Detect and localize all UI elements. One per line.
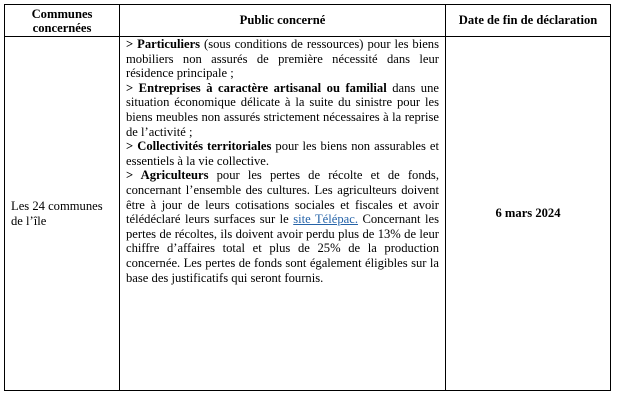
public-item-title: Entreprises à caractère artisanal ou familial — [138, 80, 387, 95]
date-cell: 6 mars 2024 — [446, 37, 611, 391]
public-item-title: Collectivités territoriales — [137, 139, 272, 154]
public-item-agriculteurs — [126, 168, 439, 285]
header-public: Public concerné — [120, 5, 446, 37]
header-row — [5, 5, 611, 37]
bullet-marker: > — [126, 139, 138, 154]
public-item-text: pour les biens non assurables et essentiels à la vie collective. — [126, 139, 440, 168]
public-item-text-continued: Concernant les pertes de récoltes, ils doivent avoir perdu plus de 13% de leur chiffre d’affaires total et plus de 25% de la production concernée. Les pertes de fonds sont également éligibles sur la base des justificatifs qui seront fournis. — [126, 212, 440, 285]
communes-cell: Les 24 communes de l’île — [5, 37, 120, 391]
public-item-entreprises — [126, 81, 439, 139]
bullet-marker: > — [126, 80, 139, 95]
header-date: Date de fin de déclaration — [446, 5, 611, 37]
public-item-text: (sous conditions de ressources) pour les biens mobiliers non assurés de première nécessité dans leur résidence principale ; — [126, 37, 440, 81]
public-item-text: pour les pertes de récolte et de fonds, concernant l’ensemble des cultures. Les agriculteurs doivent être à jour de leurs cotisations sociales et fiscales et avoir télédéclaré leurs surfaces sur le — [126, 168, 439, 227]
public-item-collectivites — [126, 139, 439, 168]
header-communes — [5, 5, 120, 37]
eligibility-table — [4, 4, 611, 391]
telepac-link[interactable]: site Télépac. — [293, 212, 358, 227]
public-item-particuliers — [126, 37, 439, 81]
table-row — [5, 37, 611, 391]
public-item-title: Agriculteurs — [140, 168, 209, 183]
public-item-title: Particuliers — [137, 37, 201, 51]
public-cell — [120, 37, 446, 391]
bullet-marker: > — [126, 168, 141, 183]
public-item-text: dans une situation économique délicate à la suite du sinistre pour les biens meubles non assurés strictement nécessaires à la reprise de l’activité ; — [126, 80, 439, 139]
bullet-marker: > — [126, 37, 138, 51]
header-communes-label: Communes concernées — [31, 6, 93, 35]
